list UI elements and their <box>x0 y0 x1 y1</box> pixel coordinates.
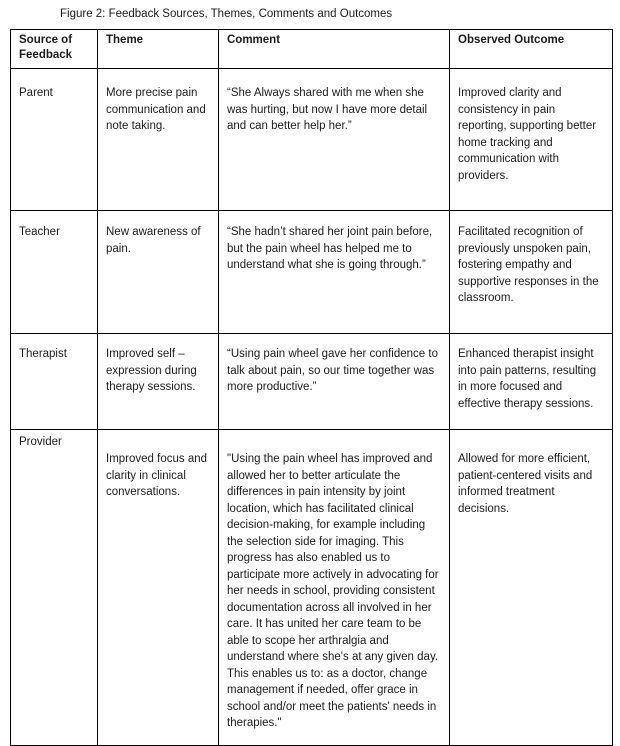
col-header-source-of-feedback: Source of Feedback <box>11 30 98 69</box>
cell-comment: “She Always shared with me when she was hurting, but now I have more detail and can better help her.” <box>219 69 450 211</box>
cell-comment: "Using the pain wheel has improved and allowed her to better articulate the differences in pain intensity by joint location, which has facilitated clinical decision-making, for example including the selection side for imaging. This progress has also enabled us to participate more actively in advocating for her needs in school, providing consistent documentation across all involved in her care. It has united her care team to be able to scope her arthralgia and understand where she's at any given day. This enables us to: as a doctor, change management if needed, offer grace in school and/or meet the patients' needs in therapies." <box>219 430 450 746</box>
table-header-row <box>11 30 613 69</box>
cell-source: Therapist <box>11 334 98 430</box>
figure-caption: Figure 2: Feedback Sources, Themes, Comments and Outcomes <box>60 8 393 20</box>
cell-outcome: Enhanced therapist insight into pain patterns, resulting in more focused and effective therapy sessions. <box>450 334 613 430</box>
table-row-therapist <box>11 334 613 430</box>
col-header-observed-outcome: Observed Outcome <box>450 30 613 69</box>
cell-source: Parent <box>11 69 98 211</box>
cell-comment: “Using pain wheel gave her confidence to talk about pain, so our time together was more productive.” <box>219 334 450 430</box>
cell-outcome: Improved clarity and consistency in pain reporting, supporting better home tracking and communication with providers. <box>450 69 613 211</box>
cell-source: Teacher <box>11 211 98 334</box>
cell-outcome: Facilitated recognition of previously unspoken pain, fostering empathy and supportive responses in the classroom. <box>450 211 613 334</box>
table-row-provider <box>11 430 613 746</box>
cell-comment: “She hadn’t shared her joint pain before, but the pain wheel has helped me to understand what she is going through.” <box>219 211 450 334</box>
cell-source: Provider <box>11 430 98 746</box>
table-row-teacher <box>11 211 613 334</box>
cell-theme: Improved focus and clarity in clinical conversations. <box>98 430 219 746</box>
table-row-parent <box>11 69 613 211</box>
cell-outcome: Allowed for more efficient, patient-centered visits and informed treatment decisions. <box>450 430 613 746</box>
feedback-table <box>10 29 613 746</box>
cell-theme: New awareness of pain. <box>98 211 219 334</box>
col-header-theme: Theme <box>98 30 219 69</box>
cell-theme: More precise pain communication and note taking. <box>98 69 219 211</box>
cell-theme: Improved self – expression during therapy sessions. <box>98 334 219 430</box>
col-header-comment: Comment <box>219 30 450 69</box>
